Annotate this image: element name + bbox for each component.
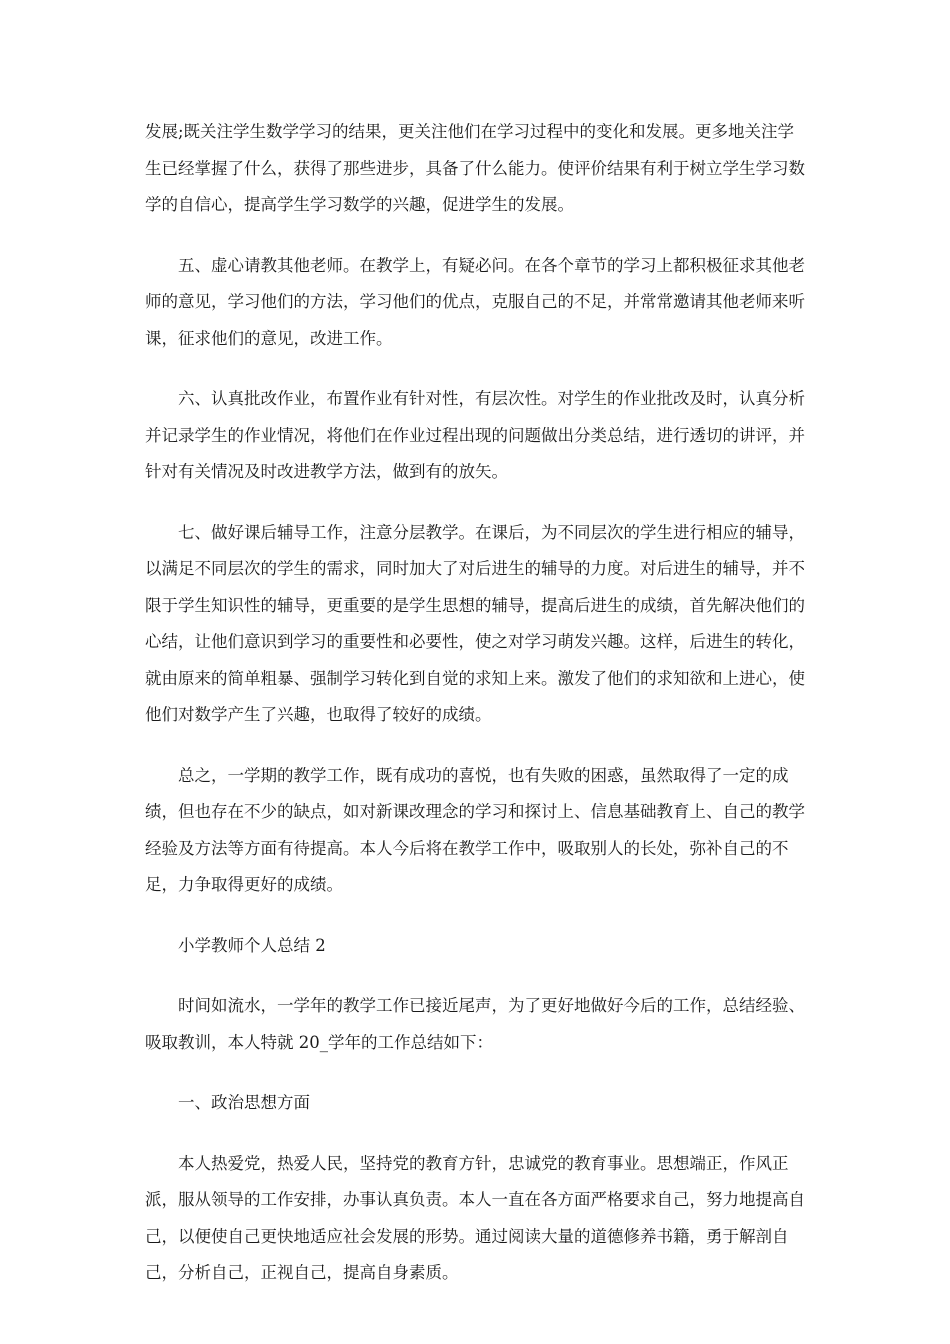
paragraph-intro: 时间如流水，一学年的教学工作已接近尾声，为了更好地做好今后的工作，总结经验、吸取教训，本人特就 20_学年的工作总结如下： (145, 996, 805, 1052)
document-page (145, 114, 808, 1316)
paragraph-conclusion: 总之，一学期的教学工作，既有成功的喜悦，也有失败的困惑，虽然取得了一定的成绩，但也存在不少的缺点，如对新课改理念的学习和探讨上、信息基础教育上、自己的教学经验及方法等方面有待提高。本人今后将在教学工作中，吸取别人的长处，弥补自己的不足，力争取得更好的成绩。 (145, 765, 805, 894)
paragraph-item-six: 六、认真批改作业，布置作业有针对性，有层次性。对学生的作业批改及时，认真分析并记录学生的作业情况，将他们在作业过程出现的问题做出分类总结，进行透切的讲评，并针对有关情况及时改进教学方法，做到有的放矢。 (145, 389, 805, 481)
section-title: 小学教师个人总结 2 (178, 935, 326, 955)
paragraph-politics: 本人热爱党，热爱人民，坚持党的教育方针，忠诚党的教育事业。思想端正，作风正派，服从领导的工作安排，办事认真负责。本人一直在各方面严格要求自己，努力地提高自己，以便使自己更快地适应社会发展的形势。通过阅读大量的道德修养书籍，勇于解剖自己，分析自己，正视自己，提高自身素质。 (145, 1153, 805, 1282)
subsection-heading-politics: 一、政治思想方面 (178, 1093, 310, 1112)
paragraph-item-five: 五、虚心请教其他老师。在教学上，有疑必问。在各个章节的学习上都积极征求其他老师的意见，学习他们的方法，学习他们的优点，克服自己的不足，并常常邀请其他老师来听课，征求他们的意见，改进工作。 (145, 255, 805, 348)
paragraph-item-seven: 七、做好课后辅导工作，注意分层教学。在课后，为不同层次的学生进行相应的辅导，以满足不同层次的学生的需求，同时加大了对后进生的辅导的力度。对后进生的辅导，并不限于学生知识性的辅导，更重要的是学生思想的辅导，提高后进生的成绩，首先解决他们的心结，让他们意识到学习的重要性和必要性，使之对学习萌发兴趣。这样，后进生的转化，就由原来的简单粗暴、强制学习转化到自觉的求知上来。激发了他们的求知欲和上进心，使他们对数学产生了兴趣，也取得了较好的成绩。 (145, 522, 805, 724)
paragraph-continuation: 发展;既关注学生数学学习的结果，更关注他们在学习过程中的变化和发展。更多地关注学生已经掌握了什么，获得了那些进步，具备了什么能力。使评价结果有利于树立学生学习数学的自信心，提高学生学习数学的兴趣，促进学生的发展。 (145, 122, 805, 214)
